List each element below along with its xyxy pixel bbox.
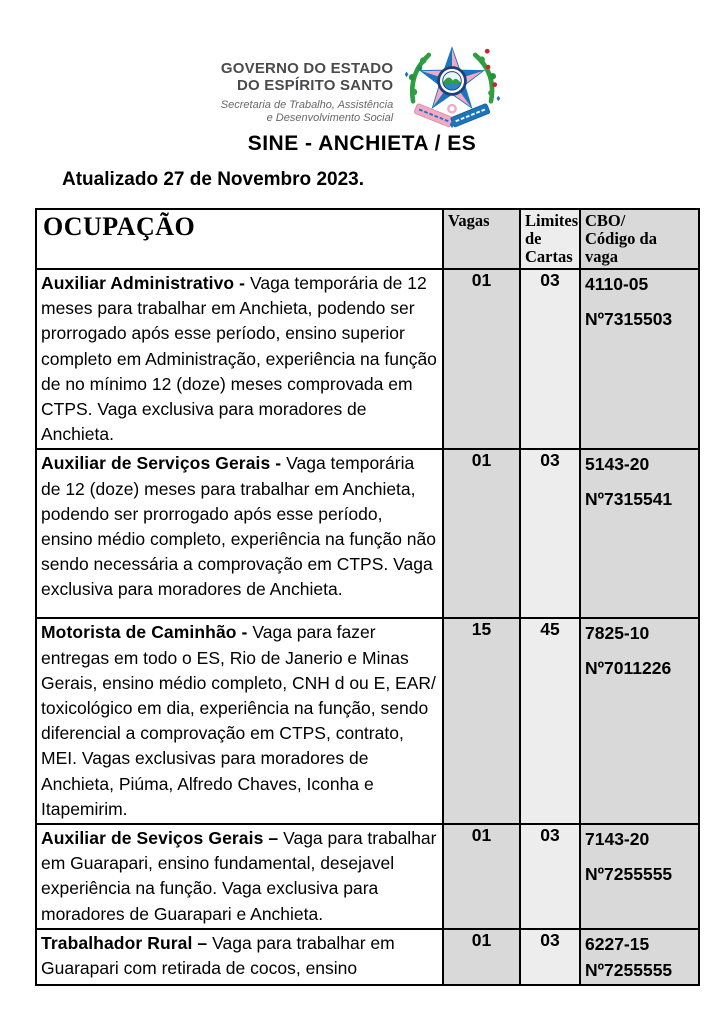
occupation-description: Vaga temporária de 12 meses para trabalhar em Anchieta, podendo ser prorrogado após esse período, ensino superior completo em Administração, experiência na função de no mínimo 12 (doze) meses comprovada em CTPS. Vaga exclusiva para moradores de Anchieta.	[41, 273, 437, 445]
government-name-line1: GOVERNO DO ESTADO	[220, 60, 394, 77]
cbo-number: Nº7315541	[585, 489, 673, 510]
column-header-ocupacao: OCUPAÇÃO	[36, 209, 443, 269]
table-row	[36, 824, 699, 929]
occupation-cell	[36, 824, 443, 929]
vagas-cell: 01	[443, 269, 520, 449]
cbo-cell	[580, 929, 699, 985]
secretaria-line1: Secretaria de Trabalho, Assistência	[220, 99, 394, 111]
occupation-description: Vaga para fazer entregas em todo o ES, Rio de Janerio e Minas Gerais, ensino médio completo, CNH d ou E, EAR/ toxicológico em dia, experiência na função, sendo diferencial a comprovação em CTPS, contrato, MEI. Vagas exclusivas para moradores de Anchieta, Piúma, Alfredo Chaves, Iconha e Itapemirim.	[41, 622, 436, 819]
cbo-cell	[580, 824, 699, 929]
cbo-code: 7825-10	[585, 623, 650, 644]
table-row	[36, 449, 699, 618]
occupation-description: Vaga para trabalhar em Guarapari, ensino fundamental, desejavel experiência na função. Vaga exclusiva para moradores de Guarapari e Anchieta.	[41, 828, 437, 924]
occupation-cell	[36, 449, 443, 618]
cbo-number: Nº7255555	[585, 864, 673, 885]
vagas-cell: 01	[443, 929, 520, 985]
cbo-cell	[580, 269, 699, 449]
cbo-header-line1: CBO/	[585, 211, 626, 230]
occupation-title: Auxiliar de Serviços Gerais -	[41, 453, 282, 474]
occupation-cell	[36, 618, 443, 824]
cbo-number: Nº7011226	[585, 658, 672, 679]
government-text-block	[221, 40, 393, 125]
occupation-title: Auxiliar de Seviços Gerais –	[41, 828, 279, 849]
cbo-cell	[580, 449, 699, 618]
letterhead	[0, 40, 724, 132]
column-header-limites: Limites de Cartas	[520, 209, 580, 269]
limites-cell: 03	[520, 449, 580, 618]
vagas-cell: 01	[443, 824, 520, 929]
occupation-cell	[36, 269, 443, 449]
cbo-code: 4110-05	[585, 274, 649, 294]
cbo-code: 7143-20	[585, 829, 650, 850]
updated-date: Atualizado 27 de Novembro 2023.	[62, 169, 364, 190]
cbo-number: Nº7315503	[585, 309, 673, 329]
page-title: SINE - ANCHIETA / ES	[247, 132, 477, 155]
cbo-code: 6227-15	[585, 933, 650, 954]
cbo-number: Nº7255555	[585, 959, 673, 980]
table-row	[36, 929, 699, 985]
cbo-cell	[580, 618, 699, 824]
occupation-cell	[36, 929, 443, 985]
cbo-header-line2: Código da vaga	[585, 229, 657, 266]
vagas-cell: 15	[443, 618, 520, 824]
table-row	[36, 269, 699, 449]
secretaria-line2: e Desenvolvimento Social	[266, 112, 394, 124]
cbo-code: 5143-20	[585, 454, 650, 475]
limites-cell: 03	[520, 929, 580, 985]
limites-cell: 45	[520, 618, 580, 824]
column-header-vagas: Vagas	[443, 209, 520, 269]
table-row	[36, 618, 699, 824]
limites-cell: 03	[520, 269, 580, 449]
vacancies-table	[35, 208, 700, 986]
espirito-santo-coat-of-arms-icon	[401, 40, 503, 132]
limites-cell: 03	[520, 824, 580, 929]
vagas-cell: 01	[443, 449, 520, 618]
column-header-cbo	[580, 209, 699, 269]
government-name-line2: DO ESPÍRITO SANTO	[236, 77, 394, 94]
occupation-title: Auxiliar Administrativo -	[41, 273, 246, 293]
occupation-title: Trabalhador Rural –	[41, 932, 208, 953]
occupation-description: Vaga para trabalhar em Guarapari com retirada de cocos, ensino	[41, 932, 395, 979]
occupation-description: Vaga temporária de 12 (doze) meses para trabalhar em Anchieta, podendo ser prorrogado após esse período, ensino médio completo, experiência na função não sendo necessária a comprovação em CTPS. Vaga exclusiva para moradores de Anchieta.	[41, 453, 436, 600]
table-header-row	[36, 209, 699, 269]
occupation-title: Motorista de Caminhão -	[41, 622, 248, 643]
